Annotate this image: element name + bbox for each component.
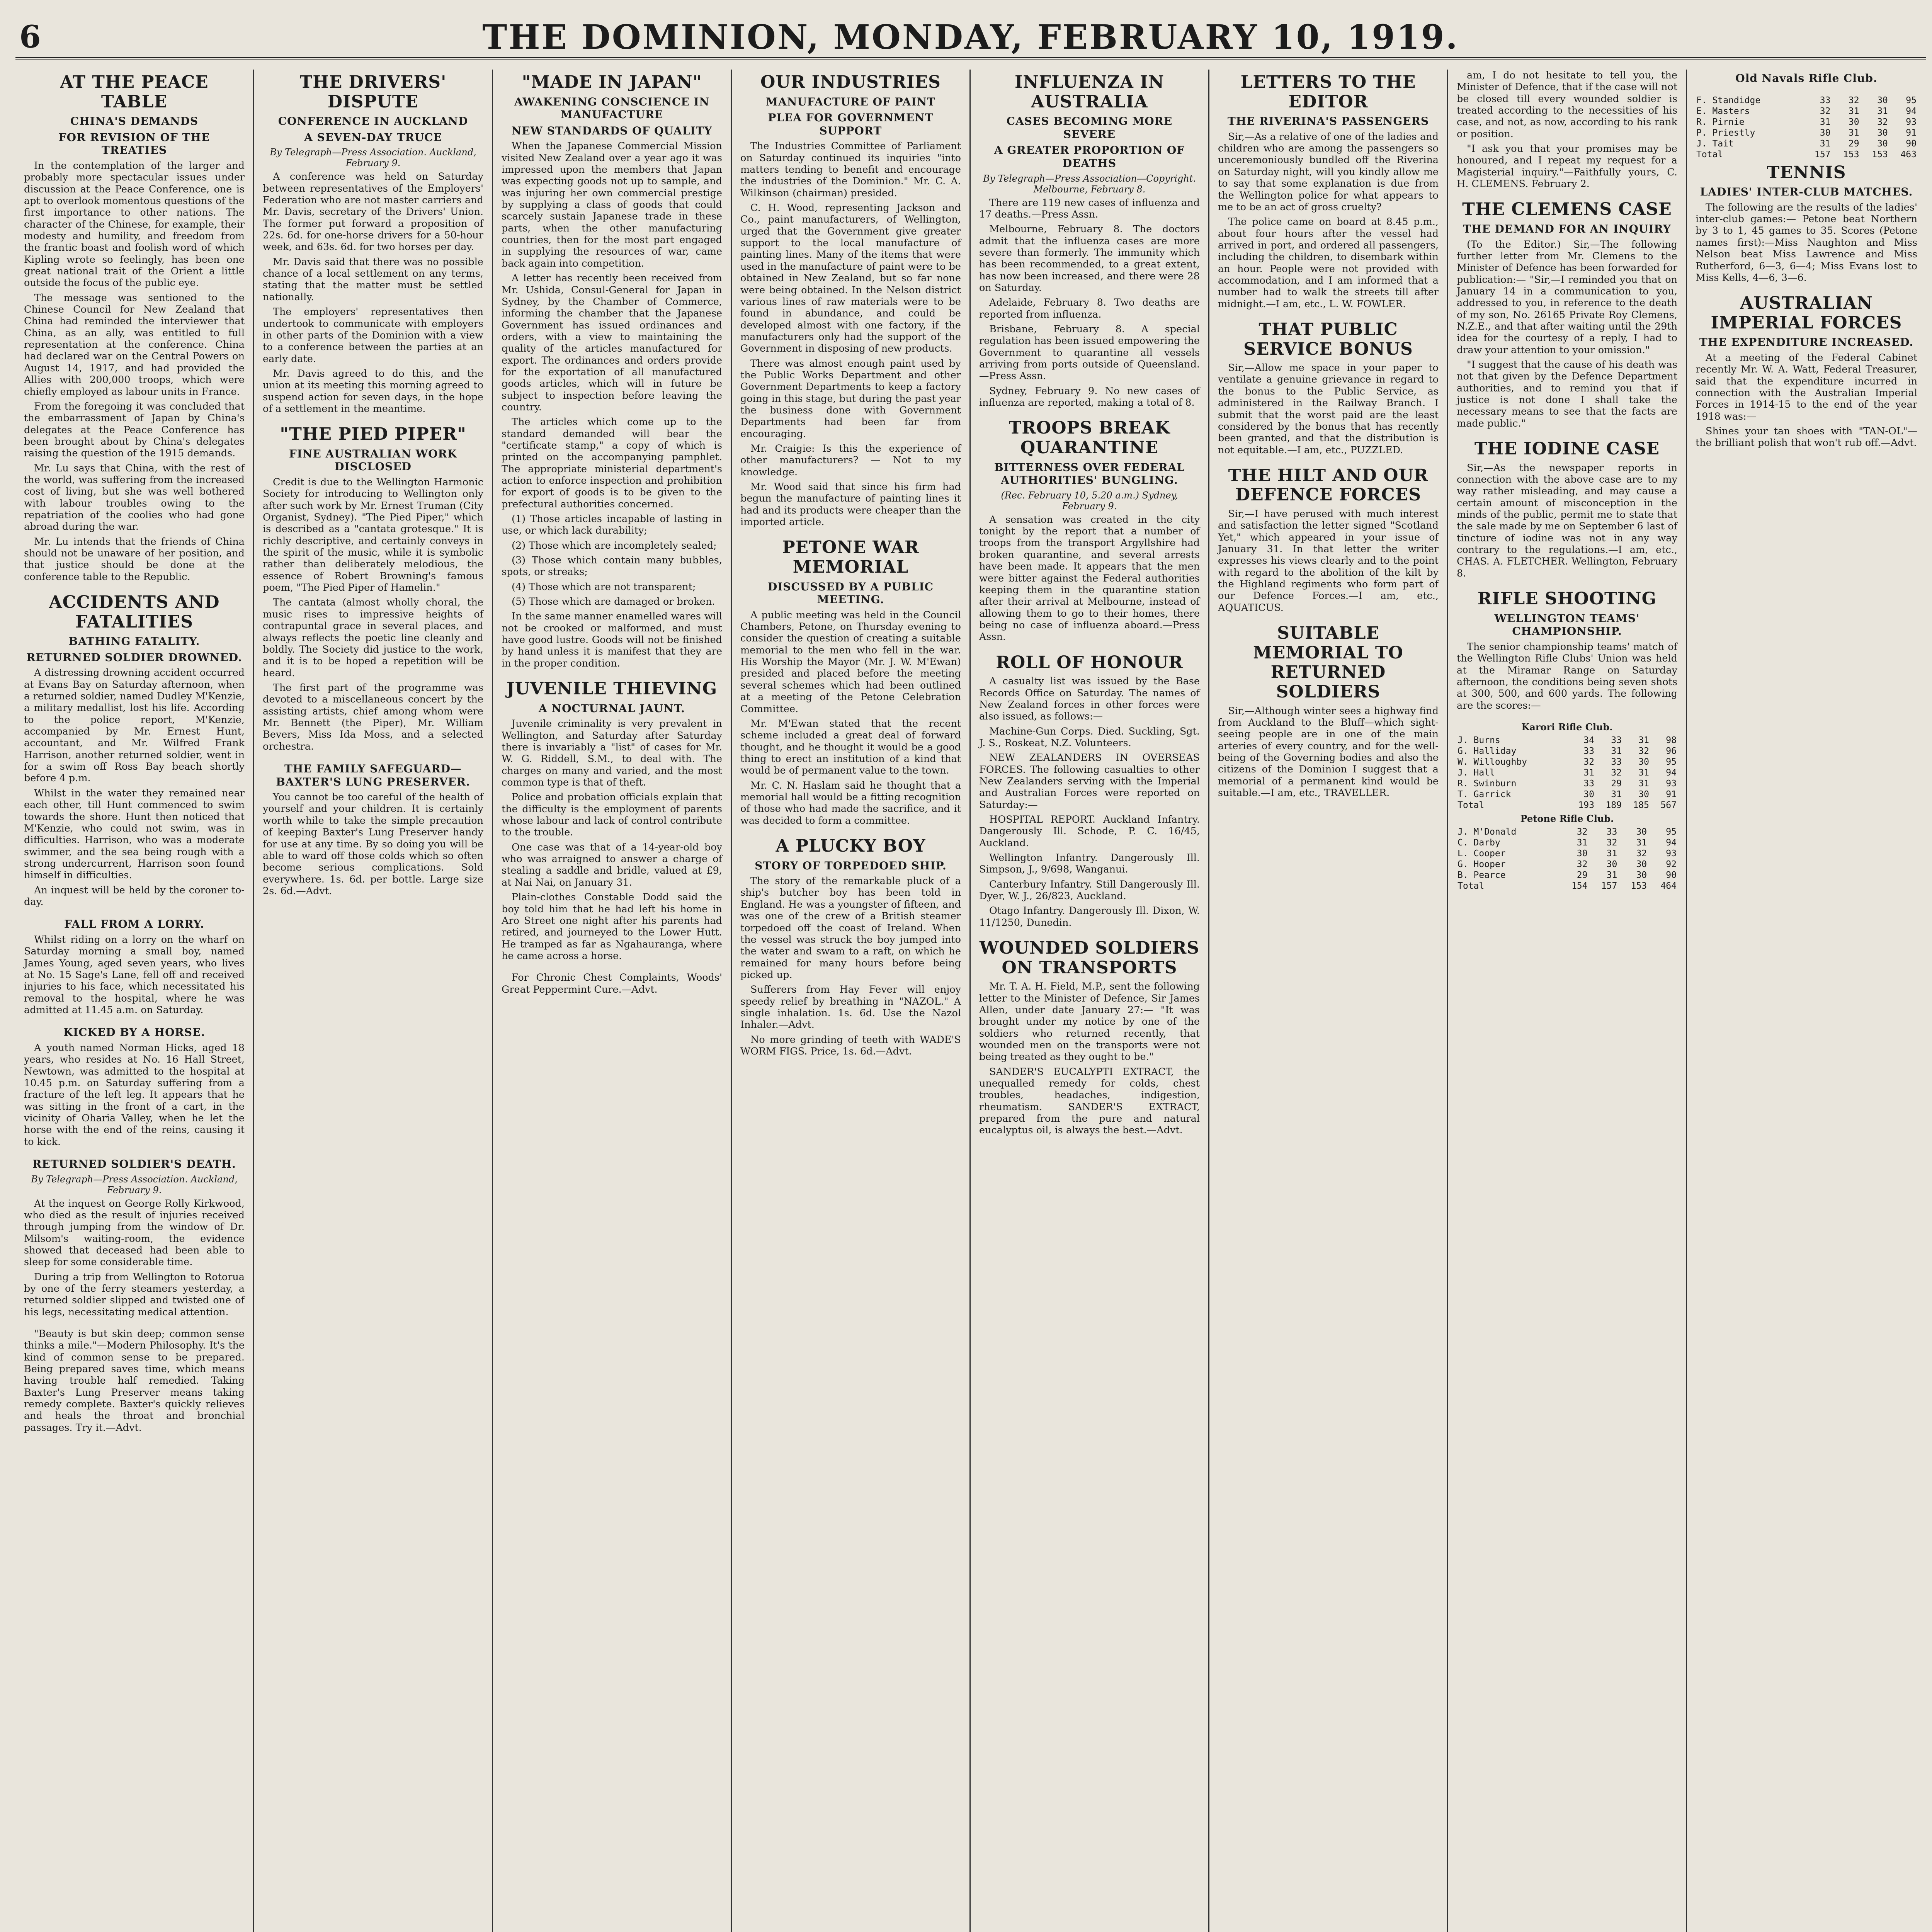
article-headline: ROLL OF HONOUR [996, 652, 1183, 672]
article-paragraph: The first part of the programme was devoted to a miscellaneous concert by the assisting artists, chief among whom were Mr. Bennett (the Piper), Mr. William Bevers, Miss Ida Moss, and a selected orchestra. [263, 682, 483, 752]
article-paragraph: HOSPITAL REPORT. Auckland Infantry. Dangerously Ill. Schode, P. C. 16/45, Auckland. [979, 813, 1200, 849]
article [1696, 163, 1917, 284]
article-headline: AUSTRALIAN IMPERIAL FORCES [1711, 293, 1902, 333]
table-cell: T. Garrick [1458, 789, 1511, 799]
table-cell: 94 [1666, 768, 1677, 778]
article-paragraph: A casualty list was issued by the Base Records Office on Saturday. The names of New Zealand forces in other forces were also issued, as follows:— [979, 675, 1200, 723]
article-headline: LETTERS TO THE EDITOR [1240, 72, 1416, 112]
article-paragraph: Mr. M'Ewan stated that the recent scheme included a great deal of forward thought, and he thought it would be a good thing to erect an institution of a kind that would be of permanent value to the town. [740, 718, 961, 777]
article-paragraph: Sir,—As the newspaper reports in connection with the above case are to my way rather misleading, and may cause a certain amount of misconception in the minds of the public, permit me to state that the sale made by me on September 6 last of tincture of iodine was not in any way contrary to the regulations.—I am, etc., CHAS. A. FLETCHER. Wellington, February 8. [1457, 462, 1677, 579]
article-headline: PETONE WAR MEMORIAL [782, 537, 919, 577]
article [502, 679, 722, 962]
article-paragraph: A distressing drowning accident occurred at Evans Bay on Saturday afternoon, when a returned soldier, named Dudley M'Kenzie, a military medallist, lost his life. According to the police report, M'Kenzie, accompanied by Mr. Ernest Hunt, accountant, and Mr. Wilfred Frank Harrison, another returned soldier, went in for a swim off Ross Bay beach shortly before 4 p.m. [24, 667, 245, 784]
page-number: 6 [19, 19, 41, 55]
table-cell: 93 [1666, 779, 1677, 789]
article-subhead: A SEVEN-DAY TRUCE [304, 131, 442, 144]
article-paragraph: At the inquest on George Rolly Kirkwood, who died as the result of injuries received through jumping from the window of Dr. Milsom's waiting-room, the evidence showed that deceased had been able to sleep for some considerable time. [24, 1197, 245, 1268]
article-paragraph: From the foregoing it was concluded that the embarrassment of Japan by China's delegates at the Peace Conference has been brought about by China's delegates raising the question of the 1915 demands. [24, 400, 245, 459]
table-cell: 95 [1666, 757, 1677, 767]
article [1218, 466, 1439, 614]
table-cell: 33 [1606, 827, 1617, 837]
table-cell: 98 [1666, 735, 1677, 745]
article-subhead: A NOCTURNAL JAUNT. [539, 702, 685, 715]
article-paragraph: An inquest will be held by the coroner to-day. [24, 884, 245, 908]
table-cell: 31 [1638, 779, 1649, 789]
article-subhead: THE FAMILY SAFEGUARD—BAXTER'S LUNG PRESERVER. [276, 762, 470, 788]
article-paragraph: No more grinding of teeth with WADE'S WORM FIGS. Price, 1s. 6d.—Advt. [740, 1034, 961, 1057]
table-cell: 95 [1666, 827, 1677, 837]
article [24, 593, 245, 908]
article-subhead: PLEA FOR GOVERNMENT SUPPORT [768, 111, 934, 137]
article-paragraph: Canterbury Infantry. Still Dangerously Ill. Dyer, W. J., 26/823, Auckland. [979, 878, 1200, 902]
article-paragraph: (To the Editor.) Sir,—The following further letter from Mr. Clemens to the Minister of Defence has been forwarded for publication:— "Sir,—I reminded you that on January 14 in a communication to you, addressed to you, in reference to the death of my son, No. 26165 Private Roy Clemens, N.Z.E., and that after waiting until the 29th idea for the courtesy of a reply, I had to draw your attention to your omission." [1457, 238, 1677, 356]
table-cell: E. Masters [1696, 106, 1750, 116]
table-cell: 30 [1636, 870, 1647, 880]
page-column [732, 70, 971, 1932]
article [1457, 439, 1677, 579]
table-cell: R. Pirnie [1696, 117, 1745, 127]
article-headline: THE HILT AND OUR DEFENCE FORCES [1228, 465, 1429, 505]
article [24, 1026, 245, 1148]
table-cell: 31 [1638, 768, 1649, 778]
table-cell: 32 [1638, 746, 1649, 756]
table-cell: 94 [1666, 838, 1677, 848]
table-cell: 33 [1820, 95, 1831, 105]
article [1218, 624, 1439, 799]
table-cell: 153 [1631, 881, 1647, 891]
table-caption: Petone Rifle Club. [1520, 813, 1614, 824]
article [263, 73, 483, 415]
article-headline: "MADE IN JAPAN" [522, 72, 702, 92]
table-cell: 30 [1638, 757, 1649, 767]
table-cell: J. M'Donald [1458, 827, 1517, 837]
table-cell: 567 [1660, 800, 1677, 810]
table-cell: 30 [1820, 128, 1831, 138]
table-cell: 31 [1611, 746, 1622, 756]
table-cell: 31 [1636, 838, 1647, 848]
table-cell: 95 [1906, 95, 1917, 105]
table-row [1457, 859, 1677, 870]
article-paragraph: A youth named Norman Hicks, aged 18 years, who resides at No. 16 Hall Street, Newtown, was admitted to the hospital at 10.45 p.m. on Saturday suffering from a fracture of the left leg. It appears that he was sitting in the front of a cart, in the vicinity of Oharia Valley, when he let the horse with the end of the reins, causing it to kick. [24, 1042, 245, 1148]
article-paragraph: Machine-Gun Corps. Died. Suckling, Sgt. J. S., Roskeat, N.Z. Volunteers. [979, 725, 1200, 749]
table-cell: 157 [1814, 149, 1831, 160]
article-paragraph: (5) Those which are damaged or broken. [512, 596, 715, 608]
article-paragraph: The senior championship teams' match of the Wellington Rifle Clubs' Union was held at the Miramar Range on Saturday afternoon, the conditions being seven shots at 300, 500, and 600 yards. The following are the scores:— [1457, 641, 1677, 711]
article-paragraph: Wellington Infantry. Dangerously Ill. Simpson, J., 9/698, Wanganui. [979, 852, 1200, 876]
article-paragraph: (1) Those articles incapable of lasting in use, or which lack durability; [502, 513, 722, 537]
article-paragraph: Mr. Wood said that since his firm had begun the manufacture of painting lines it had and its products were cheaper than the imported article. [740, 481, 961, 528]
table-cell: 96 [1666, 746, 1677, 756]
table-cell: R. Swinburn [1458, 779, 1517, 789]
table-row [1696, 149, 1917, 160]
table-cell: 30 [1848, 117, 1859, 127]
article [263, 762, 483, 897]
table-cell: 464 [1660, 881, 1677, 891]
article [740, 538, 961, 827]
article-headline: JUVENILE THIEVING [506, 679, 718, 699]
table-cell: 30 [1877, 128, 1888, 138]
table-cell: 93 [1906, 117, 1917, 127]
table-row [1457, 789, 1677, 800]
article-paragraph: You cannot be too careful of the health of yourself and your children. It is certainly worth while to take the simple precaution of keeping Baxter's Lung Preserver handy for use at any time. By so doing you will be able to ward off those colds which so often become serious complications. Sold everywhere. 1s. 6d. per bottle. Large size 2s. 6d.—Advt. [263, 791, 483, 897]
article [1696, 72, 1917, 85]
table-cell: 31 [1583, 768, 1594, 778]
article-paragraph: C. H. Wood, representing Jackson and Co., paint manufacturers, of Wellington, urged that the Government give greater support to the local manufacture of painting lines. Many of the items that were used in the manufacture of paint were to be obtained in New Zealand, but so far none were being obtained. In the Nelson district various lines of raw materials were to be found in abundance, and could be developed almost with one factory, if the manufacturers only had the support of the Government in disposing of new products. [740, 202, 961, 355]
page-column [493, 70, 732, 1932]
table-row [1696, 117, 1917, 128]
table-cell: Total [1458, 800, 1485, 810]
article-paragraph: Sufferers from Hay Fever will enjoy speedy relief by breathing in "NAZOL." A single inhalation. 1s. 6d. Use the Nazol Inhaler.—Advt. [740, 984, 961, 1031]
article-headline: TENNIS [1767, 162, 1846, 182]
article-paragraph: The cantata (almost wholly choral, the music rises to impressive heights of contrapuntal grace in several places, and always reflects the poetic line cleanly and boldly. The Society did justice to the work, and it is to be hoped a repetition will be heard. [263, 597, 483, 679]
article-paragraph: "I suggest that the cause of his death was not that given by the Defence Department authorities, and to remind you that if justice is not done I shall take the necessary means to see that the facts are made public." [1457, 359, 1677, 429]
table-cell: 29 [1848, 138, 1859, 149]
table-cell: 32 [1583, 757, 1594, 767]
columns [15, 70, 1926, 1932]
article-paragraph: In the contemplation of the larger and probably more spectacular issues under discussion at the Peace Conference, one is apt to overlook momentous questions of the first importance to other nations. The character of the Chinese, for example, their modesty and humility, and freedom from the frantic boast and foolish word of which Kipling wrote so feelingly, has been one great national trait of the Orient a little outside the focus of the public eye. [24, 160, 245, 289]
article-subhead: KICKED BY A HORSE. [63, 1026, 206, 1039]
article-subhead: A GREATER PROPORTION OF DEATHS [994, 144, 1185, 170]
table-cell: J. Burns [1458, 735, 1500, 745]
table-cell: 30 [1636, 827, 1647, 837]
article-paragraph: A letter has recently been received from Mr. Ushida, Consul-General for Japan in Sydney, by the Chamber of Commerce, informing the chamber that the Japanese Government has issued ordinances and orders, with a view to maintaining the quality of the articles manufactured for export. The ordinances and orders provide for the exportation of all manufactured goods articles, which will in future be subject to inspection before leaving the country. [502, 272, 722, 413]
article-paragraph: Brisbane, February 8. A special regulation has been issued empowering the Government to quarantine all vessels arriving from ports outside of Queensland.—Press Assn. [979, 323, 1200, 382]
article-paragraph: For Chronic Chest Complaints, Woods' Great Peppermint Cure.—Advt. [502, 972, 722, 995]
table-cell: 31 [1820, 138, 1831, 149]
article-paragraph: Mr. Davis agreed to do this, and the union at its meeting this morning agreed to suspend action for seven days, in the hope of a settlement in the meantime. [263, 367, 483, 415]
table-row [1457, 767, 1677, 778]
table-cell: F. Standidge [1696, 95, 1761, 105]
article-paragraph: Shines your tan shoes with "TAN-OL"—the brilliant polish that won't rub off.—Advt. [1696, 425, 1917, 449]
table-cell: 30 [1583, 789, 1594, 799]
article-paragraph: The police came on board at 8.45 p.m., about four hours after the vessel had arrived in port, and ordered all passengers, including the children, to disembark within an hour. People were not provided with accommodation, and I am informed that a number had to walk the streets till after midnight.—I am, etc., L. W. FOWLER. [1218, 216, 1439, 310]
table-cell: 31 [1638, 735, 1649, 745]
article-paragraph: The story of the remarkable pluck of a ship's butcher boy has been told in England. He was a youngster of fifteen, and was one of the crew of a British steamer torpedoed off the coast of Ireland. When the vessel was struck the boy jumped into the water and swam to a raft, on which he remained for many hours before being picked up. [740, 875, 961, 981]
masthead [15, 11, 1926, 60]
article-paragraph: At a meeting of the Federal Cabinet recently Mr. W. A. Watt, Federal Treasurer, said that the expenditure incurred in connection with the Australian Imperial Forces in 1914-15 to the end of the year 1918 was:— [1696, 352, 1917, 422]
table-cell: 29 [1577, 870, 1588, 880]
table-cell: 91 [1666, 789, 1677, 799]
page-column [971, 70, 1209, 1932]
article-paragraph: Adelaide, February 8. Two deaths are reported from influenza. [979, 297, 1200, 320]
article-paragraph: Sir,—Although winter sees a highway find from Auckland to the Bluff—which sight-seeing people are in one of the main arteries of every country, and for the well-being of the Governing bodies and also the citizens of the Dominion I suggest that a memorial of a permanent kind would be suitable.—I am, etc., TRAVELLER. [1218, 705, 1439, 799]
article-headline: OUR INDUSTRIES [760, 72, 941, 92]
table-cell: 193 [1578, 800, 1594, 810]
table-cell: 33 [1583, 779, 1594, 789]
table-cell: 30 [1877, 95, 1888, 105]
article-subhead: FALL FROM A LORRY. [64, 918, 204, 931]
article [1218, 320, 1439, 456]
table-cell: 32 [1820, 106, 1831, 116]
table-cell: 94 [1906, 106, 1917, 116]
article-paragraph: The articles which come up to the standard demanded will bear the "certificate stamp," a copy of which is printed on the accompanying pamphlet. The appropriate ministerial department's action to enforce inspection and prohibition for export of goods is to be given to the prefectural authorities concerned. [502, 416, 722, 510]
table-cell: 31 [1877, 106, 1888, 116]
article-subhead: THE RIVERINA'S PASSENGERS [1227, 115, 1429, 128]
table-cell: C. Darby [1458, 838, 1500, 848]
table-cell: 153 [1872, 149, 1888, 160]
article-subhead: STORY OF TORPEDOED SHIP. [755, 859, 947, 872]
article-headline: SUITABLE MEMORIAL TO RETURNED SOLDIERS [1253, 623, 1403, 702]
table-cell: 31 [1848, 106, 1859, 116]
table-row [1696, 138, 1917, 149]
table-cell: 154 [1571, 881, 1588, 891]
table-cell: Total [1458, 881, 1485, 891]
score-table [1457, 735, 1677, 811]
table-row [1696, 106, 1917, 117]
article-subhead: FOR REVISION OF THE TREATIES [58, 131, 210, 157]
dateline: By Telegraph—Press Association. Auckland, February 9. [31, 1173, 238, 1196]
table-cell: 29 [1611, 779, 1622, 789]
page-column [1687, 70, 1926, 1932]
article-paragraph: A conference was held on Saturday between representatives of the Employers' Federation who are not master carriers and Mr. Davis, secretary of the Drivers' Union. The former put forward a proposition of 22s. 6d. for one-horse drivers for a 50-hour week, and 63s. 6d. for two horses per day. [263, 171, 483, 253]
article-subhead: LADIES' INTER-CLUB MATCHES. [1700, 185, 1913, 199]
article-paragraph: SANDER'S EUCALYPTI EXTRACT, the unequalled remedy for colds, chest troubles, headaches, indigestion, rheumatism. SANDER'S EXTRACT, prepared from the pure and natural eucalyptus oil, is always the best.—Advt. [979, 1066, 1200, 1136]
table-row [1457, 848, 1677, 859]
article-paragraph: The following are the results of the ladies' inter-club games:— Petone beat Northern by 3 to 1, 45 games to 35. Scores (Petone names first):—Miss Naughton and Miss Nelson beat Miss Lawrence and Miss Rutherford, 6—3, 6—4; Miss Evans lost to Miss Kells, 4—6, 3—6. [1696, 201, 1917, 284]
article-subhead: NEW STANDARDS OF QUALITY [511, 124, 713, 137]
article-subhead: BATHING FATALITY. [68, 635, 200, 648]
article-subhead: FINE AUSTRALIAN WORK DISCLOSED [289, 447, 457, 473]
table-row [1696, 95, 1917, 106]
article-paragraph: Juvenile criminality is very prevalent in Wellington, and Saturday after Saturday there is invariably a "list" of cases for Mr. W. G. Riddell, S.M., to deal with. The charges on many and varied, and the most common type is that of theft. [502, 718, 722, 789]
table-row [1457, 746, 1677, 757]
article-headline: A PLUCKY BOY [776, 836, 926, 856]
score-table [1696, 95, 1917, 160]
table-cell: 33 [1583, 746, 1594, 756]
article-subhead: AWAKENING CONSCIENCE IN MANUFACTURE [514, 95, 710, 121]
article-paragraph: Otago Infantry. Dangerously Ill. Dixon, W. 11/1250, Dunedin. [979, 905, 1200, 929]
newspaper-title: THE DOMINION, MONDAY, FEBRUARY 10, 1919. [482, 18, 1459, 57]
table-cell: 34 [1583, 735, 1594, 745]
dateline: By Telegraph—Press Association. Auckland, February 9. [270, 147, 476, 169]
article-headline: THAT PUBLIC SERVICE BONUS [1243, 319, 1413, 359]
article-paragraph: Credit is due to the Wellington Harmonic Society for introducing to Wellington only after such work by Mr. Ernest Truman (City Organist, Sydney). "The Pied Piper," which is described as a "cantata grotesque." It is richly descriptive, and certainly conveys in the spirit of the music, while it is symbolic rather than deliberately melodious, the essence of Robert Browning's famous poem, "The Pied Piper of Hamelin." [263, 476, 483, 594]
table-row [1457, 881, 1677, 891]
article [24, 1158, 245, 1318]
table-cell: 32 [1848, 95, 1859, 105]
article-paragraph: NEW ZEALANDERS IN OVERSEAS FORCES. The following casualties to other New Zealanders serving with the Imperial and Australian Forces were reported on Saturday:— [979, 752, 1200, 811]
article-paragraph: When the Japanese Commercial Mission visited New Zealand over a year ago it was impressed upon the members that Japan was expecting goods not up to sample, and was injuring her own commercial prestige by supplying a class of goods that could scarcely sustain Japanese trade in these parts, when the other manufacturing countries, then for the most part engaged in supplying the resources of war, came back again into competition. [502, 140, 722, 269]
article [24, 1328, 245, 1434]
article-paragraph: Mr. Lu intends that the friends of China should not be unaware of her position, and that justice should be done at the conference table to the Republic. [24, 536, 245, 583]
article-subhead: Old Navals Rifle Club. [1735, 72, 1878, 85]
article-headline: THE IODINE CASE [1474, 439, 1660, 459]
article [1457, 589, 1677, 711]
article-paragraph: Whilst riding on a lorry on the wharf on Saturday morning a small boy, named James Young, aged seven years, who lives at No. 15 Sage's Lane, fell off and received injuries to his face, which necessitated his removal to the hospital, where he was admitted at 11.45 a.m. on Saturday. [24, 934, 245, 1016]
page-column [1209, 70, 1448, 1932]
article-subhead: CONFERENCE IN AUCKLAND [278, 115, 468, 128]
article-paragraph: Police and probation officials explain that the difficulty is the employment of parents whose labour and lack of control contribute to the trouble. [502, 791, 722, 838]
table-row [1457, 827, 1677, 837]
table-cell: P. Priestly [1696, 128, 1755, 138]
table-cell: 32 [1606, 838, 1617, 848]
article [1218, 73, 1439, 310]
table-cell: 90 [1906, 138, 1917, 149]
score-table [1457, 827, 1677, 891]
table-cell: 30 [1638, 789, 1649, 799]
table-cell: G. Hooper [1458, 859, 1506, 869]
table-cell: 33 [1611, 757, 1622, 767]
table-row [1457, 735, 1677, 746]
article-subhead: THE EXPENDITURE INCREASED. [1699, 336, 1914, 349]
dateline: (Rec. February 10, 5.20 a.m.) Sydney, February 9. [1001, 490, 1178, 512]
article [740, 73, 961, 528]
article [24, 918, 245, 1016]
article-subhead: BITTERNESS OVER FEDERAL AUTHORITIES' BUNGLING. [994, 461, 1185, 487]
article-subhead: CASES BECOMING MORE SEVERE [1006, 115, 1173, 141]
article-headline: INFLUENZA IN AUSTRALIA [1014, 72, 1165, 112]
article [740, 837, 961, 1057]
table-cell: 33 [1611, 735, 1622, 745]
article-paragraph: "Beauty is but skin deep; common sense thinks a mile."—Modern Philosophy. It's the kind of common sense to be prepared. Being prepared saves time, which means having trouble half remedied. Taking Baxter's Lung Preserver means taking remedy complete. Baxter's quickly relieves and heals the throat and bronchial passages. Try it.—Advt. [24, 1328, 245, 1434]
table-row [1457, 757, 1677, 767]
article-subhead: RETURNED SOLDIER DROWNED. [26, 651, 242, 664]
article-subhead: THE DEMAND FOR AN INQUIRY [1463, 223, 1671, 236]
article-paragraph: The Industries Committee of Parliament on Saturday continued its inquiries "into matters tending to benefit and encourage the industries of the Dominion." Mr. C. A. Wilkinson (chairman) presided. [740, 140, 961, 199]
table-cell: 31 [1611, 789, 1622, 799]
article-paragraph: Mr. C. N. Haslam said he thought that a memorial hall would be a fitting recognition of those who had made the sacrifice, and it was decided to form a committee. [740, 779, 961, 827]
page-column [254, 70, 493, 1932]
table-cell: 31 [1577, 838, 1588, 848]
article-paragraph: Sir,—Allow me space in your paper to ventilate a genuine grievance in regard to the bonus to the Public Service, as administered in the Railway Branch. I submit that the worst paid are the least considered by the bonus that has recently been granted, and that the distribution is not equitable.—I am, etc., PUZZLED. [1218, 362, 1439, 456]
table-cell: 30 [1577, 849, 1588, 859]
article-paragraph: Plain-clothes Constable Dodd said the boy told him that he had left his home in Aro Street one night after his parents had retired, and journeyed to the Lower Hutt. He tramped as far as Ngahauranga, where he came across a horse. [502, 891, 722, 962]
table-cell: 30 [1636, 859, 1647, 869]
article-paragraph: There was almost enough paint used by the Public Works Department and other Government Departments to keep a factory going in this stage, but during the past year the business done with Government Departments had been far from encouraging. [740, 357, 961, 440]
article [263, 425, 483, 752]
table-cell: 90 [1666, 870, 1677, 880]
article-headline: WOUNDED SOLDIERS ON TRANSPORTS [979, 938, 1200, 978]
article-paragraph: Mr. Craigie: Is this the experience of other manufacturers? — Not to my knowledge. [740, 442, 961, 478]
article-subhead: RETURNED SOLDIER'S DEATH. [32, 1157, 236, 1170]
article-paragraph: Sir,—As a relative of one of the ladies and children who are among the passengers so unceremoniously bundled off the Riverina on Saturday night, will you kindly allow me to say that some explanation is due from the Wellington police for what appears to me to be an act of gross cruelty? [1218, 131, 1439, 213]
article-paragraph: In the same manner enamelled wares will not be crooked or malformed, and must have good lustre. Goods will not be finished by hand unless it is manifest that they are in the proper condition. [502, 611, 722, 669]
article-subhead: MANUFACTURE OF PAINT [766, 95, 935, 108]
article-paragraph: (3) Those which contain many bubbles, spots, or streaks; [502, 554, 722, 578]
table-cell: 31 [1848, 128, 1859, 138]
article-paragraph: Sir,—I have perused with much interest and satisfaction the letter signed "Scotland Yet," which appeared in your issue of January 31. In that letter the writer expresses his views clearly and to the point with regard to the abolition of the kilt by the Highland regiments who form part of our Defence Forces.—I am, etc., AQUATICUS. [1218, 508, 1439, 614]
article-paragraph: Whilst in the water they remained near each other, till Hunt commenced to swim towards the shore. Hunt then noticed that M'Kenzie, who could not swim, was in difficulties. Harrison, who was a moderate swimmer, and the sea being rough with a strong undercurrent, Harrison soon found himself in difficulties. [24, 787, 245, 881]
article [1457, 200, 1677, 429]
article-paragraph: The employers' representatives then undertook to communicate with employers in other parts of the Dominion with a view to a conference between the parties at an early date. [263, 306, 483, 365]
article [1457, 70, 1677, 190]
table-cell: W. Willoughby [1458, 757, 1527, 767]
article [979, 418, 1200, 643]
article-subhead: DISCUSSED BY A PUBLIC MEETING. [767, 580, 934, 606]
article-paragraph: There are 119 new cases of influenza and 17 deaths.—Press Assn. [979, 197, 1200, 220]
table-cell: Total [1696, 149, 1723, 160]
table-cell: 32 [1577, 827, 1588, 837]
table-cell: 30 [1877, 138, 1888, 149]
table-cell: 153 [1843, 149, 1859, 160]
article-headline: AT THE PEACE TABLE [60, 72, 209, 112]
article [979, 939, 1200, 1136]
article-paragraph: "I ask you that your promises may be honoured, and I repeat my request for a Magisterial inquiry."—Faithfully yours, C. H. CLEMENS. February 2. [1457, 143, 1677, 190]
table-cell: 32 [1636, 849, 1647, 859]
table-cell: B. Pearce [1458, 870, 1506, 880]
table-cell: J. Tait [1696, 138, 1734, 149]
table-cell: 31 [1820, 117, 1831, 127]
article-paragraph: A public meeting was held in the Council Chambers, Petone, on Thursday evening to consider the question of creating a suitable memorial to the men who fell in the war. His Worship the Mayor (Mr. J. W. M'Ewan) presided and placed before the meeting several schemes which had been outlined at a meeting of the Petone Celebration Committee. [740, 609, 961, 715]
article-paragraph: One case was that of a 14-year-old boy who was arraigned to answer a charge of stealing a saddle and bridle, valued at £9, at Nai Nai, on January 31. [502, 841, 722, 888]
article [24, 73, 245, 583]
table-cell: 91 [1906, 128, 1917, 138]
page-column [1448, 70, 1687, 1932]
article-paragraph: The message was sentioned to the Chinese Council for New Zealand that China had reminded the interviewer that China, as an ally, was entitled to full representation at the conference. China had declared war on the Central Powers on August 14, 1917, and had provided the Allies with 200,000 troops, which were chiefly employed as labour units in France. [24, 292, 245, 398]
table-caption: Karori Rifle Club. [1521, 721, 1613, 733]
dateline: By Telegraph—Press Association—Copyright. Melbourne, February 8. [983, 173, 1196, 195]
table-cell: 189 [1605, 800, 1622, 810]
table-cell: 32 [1877, 117, 1888, 127]
article [979, 653, 1200, 929]
article-paragraph: Melbourne, February 8. The doctors admit that the influenza cases are more severe than formerly. The immunity which has been recommended, to a great extent, has now been increased, and there were 28 on Saturday. [979, 223, 1200, 294]
article-paragraph: A sensation was created in the city tonight by the report that a number of troops from the transport Argyllshire had broken quarantine, and several arrests have been made. It appears that the men were bitter against the Federal authorities keeping them in the quarantine station after their arrival at Melbourne, instead of allowing them to go to their homes, there being no case of influenza aboard.—Press Assn. [979, 514, 1200, 643]
article-subhead: CHINA'S DEMANDS [70, 115, 199, 128]
page-column [15, 70, 254, 1932]
article-headline: TROOPS BREAK QUARANTINE [1009, 418, 1170, 457]
article-headline: "THE PIED PIPER" [280, 424, 466, 444]
article-paragraph: Mr. Davis said that there was no possible chance of a local settlement on any terms, stating that the matter must be settled nationally. [263, 256, 483, 303]
table-row [1457, 778, 1677, 789]
article-headline: ACCIDENTS AND FATALITIES [49, 592, 220, 632]
table-cell: 30 [1606, 859, 1617, 869]
article-subhead: WELLINGTON TEAMS' CHAMPIONSHIP. [1494, 612, 1640, 638]
article-paragraph: am, I do not hesitate to tell you, the Minister of Defence, that if the case will not be closed till every wounded soldier is treated according to the necessities of his case, and not, as now, according to his rank or position. [1457, 70, 1677, 140]
table-row [1457, 800, 1677, 811]
article-paragraph: (4) Those which are not transparent; [512, 581, 696, 593]
table-cell: 157 [1601, 881, 1617, 891]
article-paragraph: (2) Those which are incompletely sealed; [512, 539, 717, 551]
table-cell: 93 [1666, 849, 1677, 859]
article-paragraph: Sydney, February 9. No new cases of influenza are reported, making a total of 8. [979, 385, 1200, 409]
table-cell: G. Halliday [1458, 746, 1517, 756]
article [502, 972, 722, 995]
table-cell: 92 [1666, 859, 1677, 869]
article [502, 73, 722, 669]
table-cell: 32 [1611, 768, 1622, 778]
article-headline: RIFLE SHOOTING [1477, 589, 1657, 609]
article-headline: THE CLEMENS CASE [1462, 199, 1672, 219]
table-row [1457, 837, 1677, 848]
table-row [1696, 128, 1917, 138]
table-row [1457, 870, 1677, 881]
article-paragraph: During a trip from Wellington to Rotorua by one of the ferry steamers yesterday, a returned soldier slipped and twisted one of his legs, necessitating medical attention. [24, 1271, 245, 1318]
table-cell: 463 [1900, 149, 1917, 160]
table-cell: L. Cooper [1458, 849, 1506, 859]
table-cell: 31 [1606, 849, 1617, 859]
article [1696, 294, 1917, 449]
table-cell: 32 [1577, 859, 1588, 869]
table-cell: 31 [1606, 870, 1617, 880]
table-cell: 185 [1633, 800, 1649, 810]
article-paragraph: Mr. Lu says that China, with the rest of the world, was suffering from the increased cost of living, but she was well bothered with labour troubles owing to the repatriation of the coolies who had gone abroad during the war. [24, 462, 245, 533]
table-cell: J. Hall [1458, 768, 1495, 778]
article [979, 73, 1200, 408]
article-paragraph: Mr. T. A. H. Field, M.P., sent the following letter to the Minister of Defence, Sir James Allen, under date January 27:— "It was brought under my notice by one of the soldiers who returned recently, that wounded men on the transports were not being treated as they ought to be." [979, 981, 1200, 1063]
article-headline: THE DRIVERS' DISPUTE [299, 72, 447, 112]
